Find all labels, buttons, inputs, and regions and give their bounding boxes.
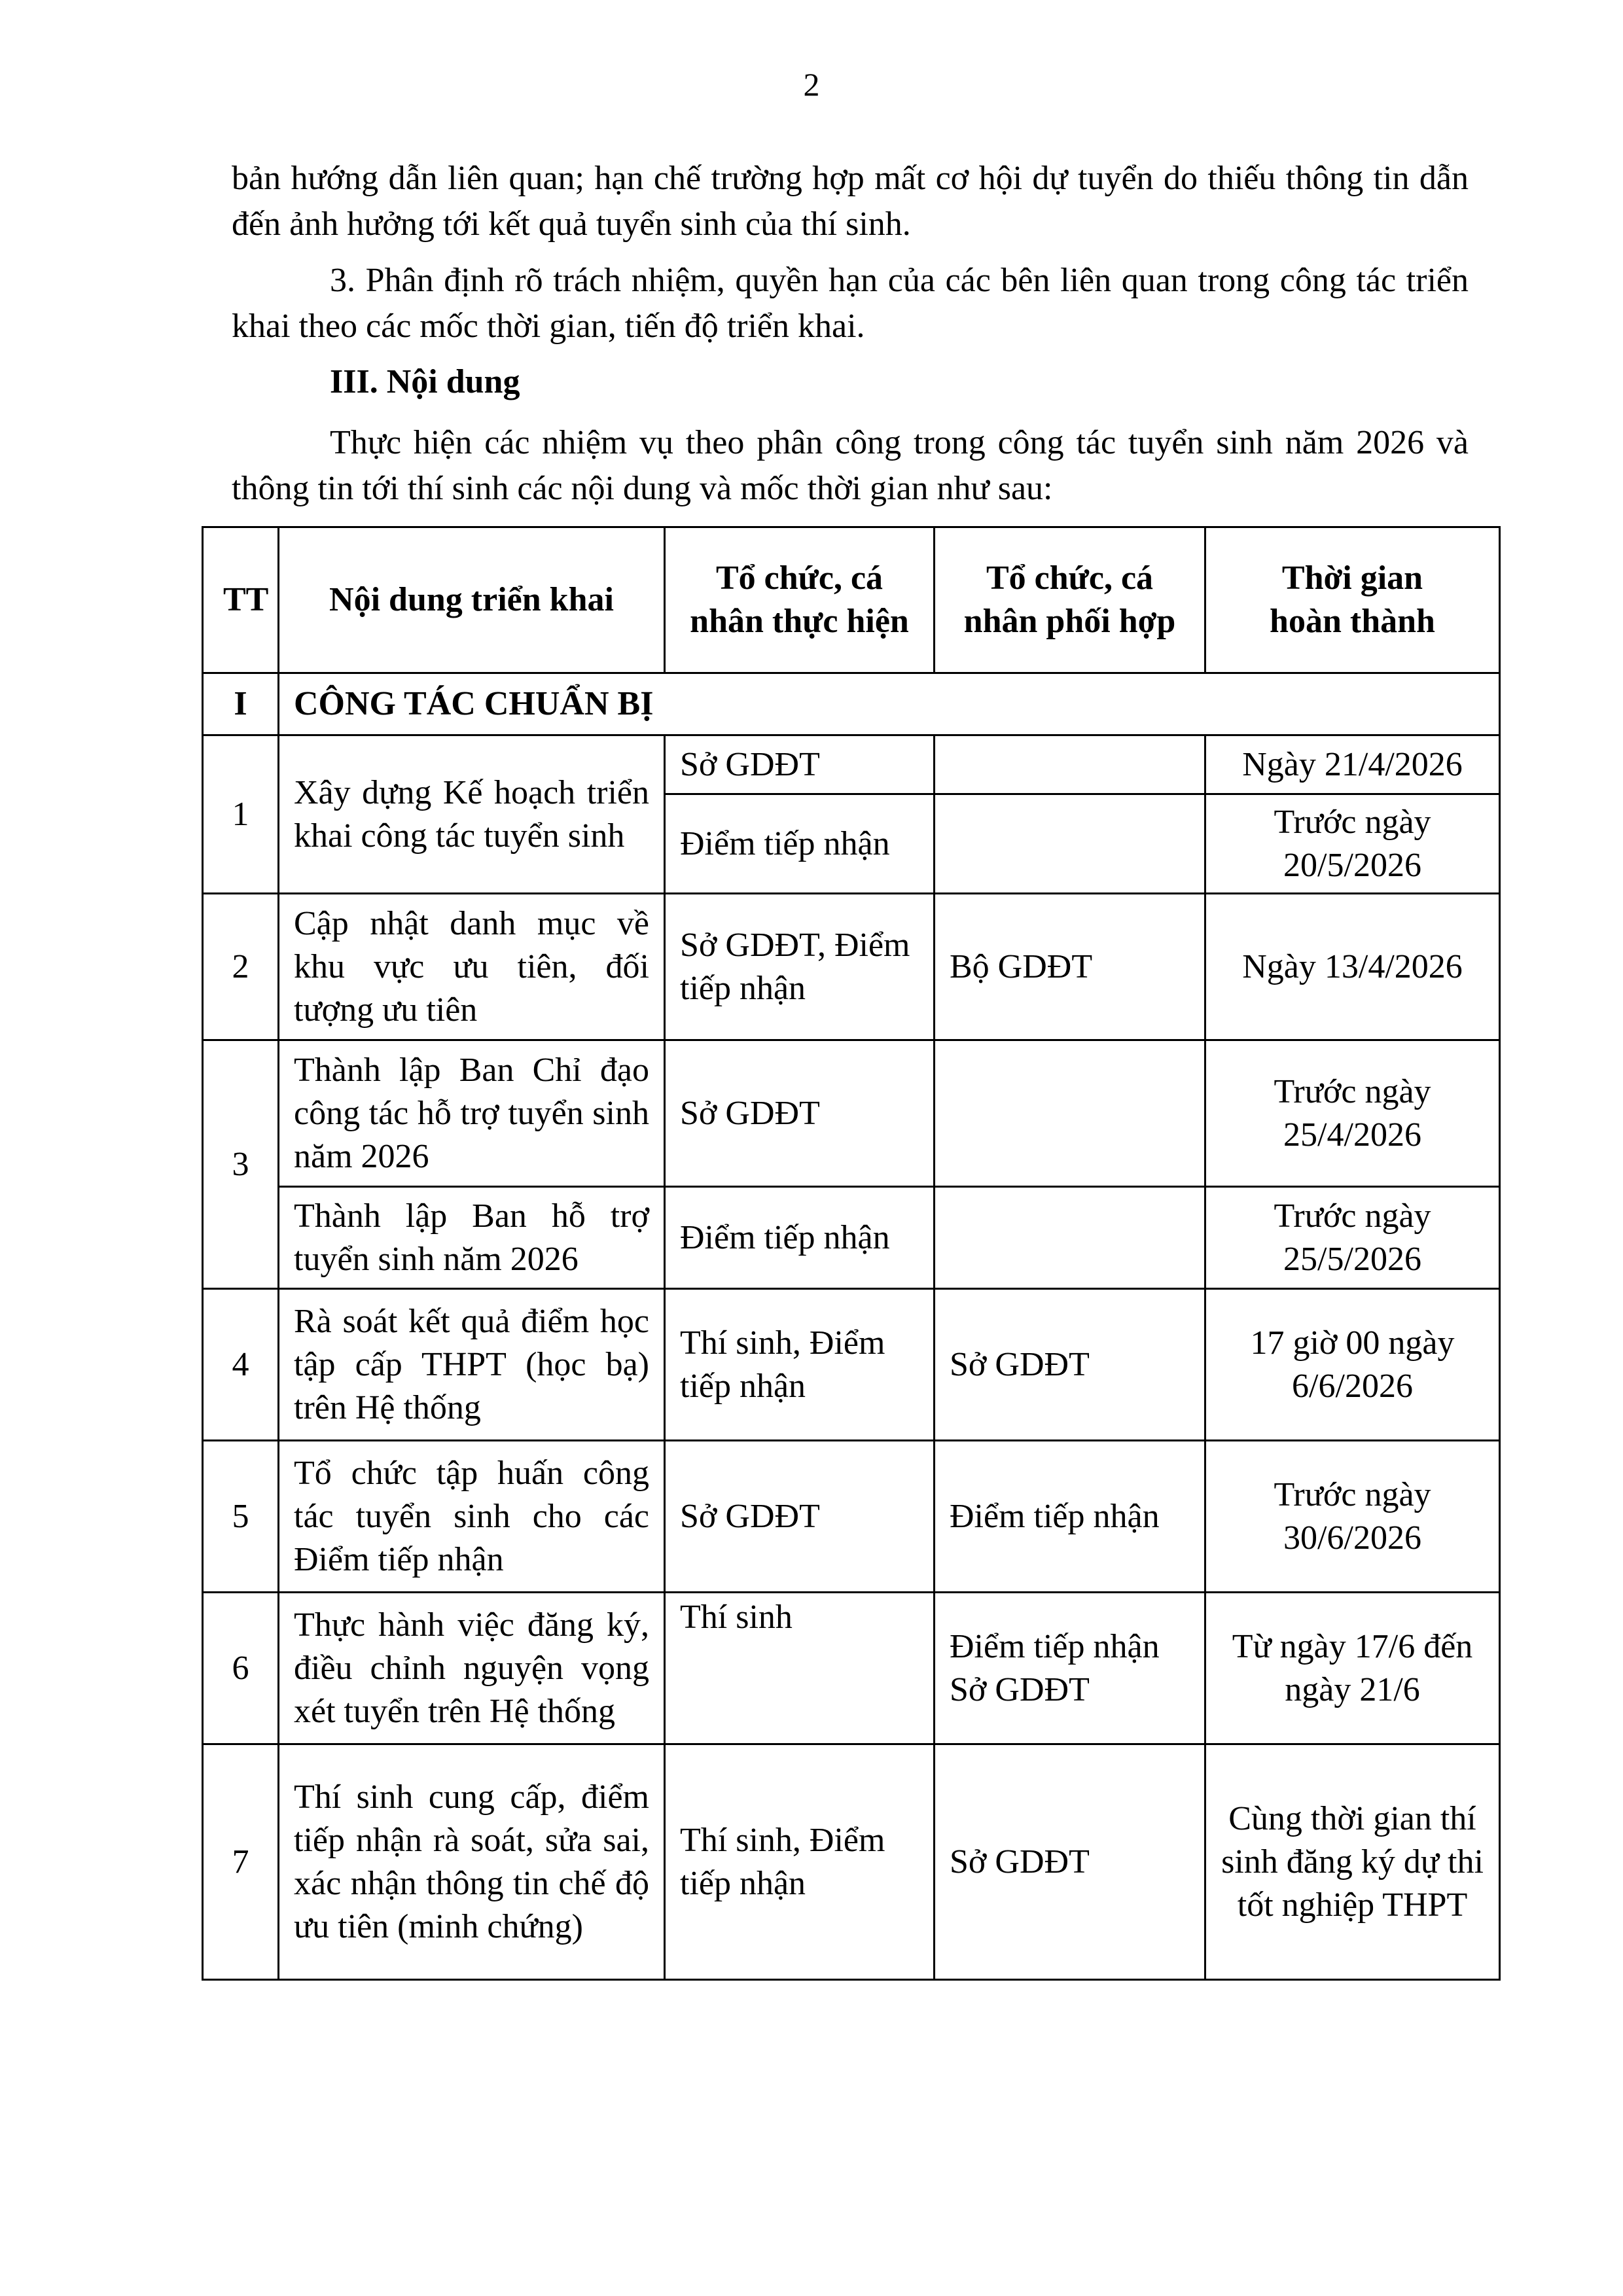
row-coordinator: Điểm tiếp nhận [935, 1441, 1205, 1593]
row-deadline: Trước ngày 30/6/2026 [1205, 1441, 1500, 1593]
row-content: Cập nhật danh mục về khu vực ưu tiên, đối tượng ưu tiên [279, 894, 665, 1040]
row-content: Thực hành việc đăng ký, điều chỉnh nguyện vọng xét tuyển trên Hệ thống [279, 1593, 665, 1744]
table-header-row [203, 527, 1500, 673]
section-heading: III. Nội dung [330, 363, 520, 400]
table-row [203, 894, 1500, 1040]
row-executor: Sở GDĐT [665, 735, 935, 794]
table-row [203, 1289, 1500, 1441]
paragraph-2: 3. Phân định rõ trách nhiệm, quyền hạn của các bên liên quan trong công tác triển khai theo các mốc thời gian, tiến độ triển khai. [232, 262, 1469, 345]
section-title: CÔNG TÁC CHUẨN BỊ [279, 673, 1500, 735]
row-number: 2 [203, 894, 279, 1040]
section-number: I [203, 673, 279, 735]
schedule-table [202, 526, 1501, 1981]
row-number: 3 [203, 1040, 279, 1289]
row-coordinator [935, 735, 1205, 794]
header-content: Nội dung triển khai [279, 527, 665, 673]
row-executor: Sở GDĐT [665, 1441, 935, 1593]
row-content: Rà soát kết quả điểm học tập cấp THPT (học bạ) trên Hệ thống [279, 1289, 665, 1441]
row-number: 4 [203, 1289, 279, 1441]
row-coordinator: Điểm tiếp nhận Sở GDĐT [935, 1593, 1205, 1744]
page-number: 2 [803, 66, 820, 103]
row-deadline: Trước ngày 25/5/2026 [1205, 1187, 1500, 1289]
row-deadline: Trước ngày 25/4/2026 [1205, 1040, 1500, 1187]
row-number: 7 [203, 1744, 279, 1980]
table-row [203, 735, 1500, 794]
row-executor: Điểm tiếp nhận [665, 794, 935, 894]
row-content: Xây dựng Kế hoạch triển khai công tác tuyển sinh [279, 735, 665, 894]
row-content: Thí sinh cung cấp, điểm tiếp nhận rà soát, sửa sai, xác nhận thông tin chế độ ưu tiên (minh chứng) [279, 1744, 665, 1980]
row-content: Tổ chức tập huấn công tác tuyển sinh cho các Điểm tiếp nhận [279, 1441, 665, 1593]
row-coordinator [935, 1040, 1205, 1187]
header-executor: Tổ chức, cá nhân thực hiện [665, 527, 935, 673]
row-deadline: Ngày 21/4/2026 [1205, 735, 1500, 794]
table-row [203, 1593, 1500, 1744]
table-row [203, 1744, 1500, 1980]
paragraph-1: bản hướng dẫn liên quan; hạn chế trường hợp mất cơ hội dự tuyển do thiếu thông tin dẫn đến ảnh hưởng tới kết quả tuyển sinh của thí sinh. [232, 160, 1469, 243]
row-executor: Thí sinh, Điểm tiếp nhận [665, 1289, 935, 1441]
row-deadline: Từ ngày 17/6 đến ngày 21/6 [1205, 1593, 1500, 1744]
row-executor: Sở GDĐT, Điểm tiếp nhận [665, 894, 935, 1040]
row-coordinator: Sở GDĐT [935, 1289, 1205, 1441]
row-deadline: Trước ngày 20/5/2026 [1205, 794, 1500, 894]
row-deadline: Cùng thời gian thí sinh đăng ký dự thi tốt nghiệp THPT [1205, 1744, 1500, 1980]
row-number: 5 [203, 1441, 279, 1593]
row-executor: Thí sinh [665, 1593, 935, 1744]
table-row [203, 1040, 1500, 1187]
row-number: 1 [203, 735, 279, 894]
header-deadline: Thời gian hoàn thành [1205, 527, 1500, 673]
paragraph-3: Thực hiện các nhiệm vụ theo phân công trong công tác tuyển sinh năm 2026 và thông tin tới thí sinh các nội dung và mốc thời gian như sau: [232, 424, 1469, 507]
table-row [203, 1441, 1500, 1593]
table-row [203, 1187, 1500, 1289]
row-executor: Sở GDĐT [665, 1040, 935, 1187]
row-coordinator [935, 794, 1205, 894]
row-content: Thành lập Ban Chỉ đạo công tác hỗ trợ tuyển sinh năm 2026 [279, 1040, 665, 1187]
row-coordinator: Bộ GDĐT [935, 894, 1205, 1040]
row-content: Thành lập Ban hỗ trợ tuyển sinh năm 2026 [279, 1187, 665, 1289]
row-deadline: 17 giờ 00 ngày 6/6/2026 [1205, 1289, 1500, 1441]
header-coordinator: Tổ chức, cá nhân phối hợp [935, 527, 1205, 673]
row-deadline: Ngày 13/4/2026 [1205, 894, 1500, 1040]
section-row [203, 673, 1500, 735]
row-number: 6 [203, 1593, 279, 1744]
row-coordinator: Sở GDĐT [935, 1744, 1205, 1980]
row-coordinator [935, 1187, 1205, 1289]
header-tt: TT [203, 527, 279, 673]
row-executor: Thí sinh, Điểm tiếp nhận [665, 1744, 935, 1980]
row-executor: Điểm tiếp nhận [665, 1187, 935, 1289]
